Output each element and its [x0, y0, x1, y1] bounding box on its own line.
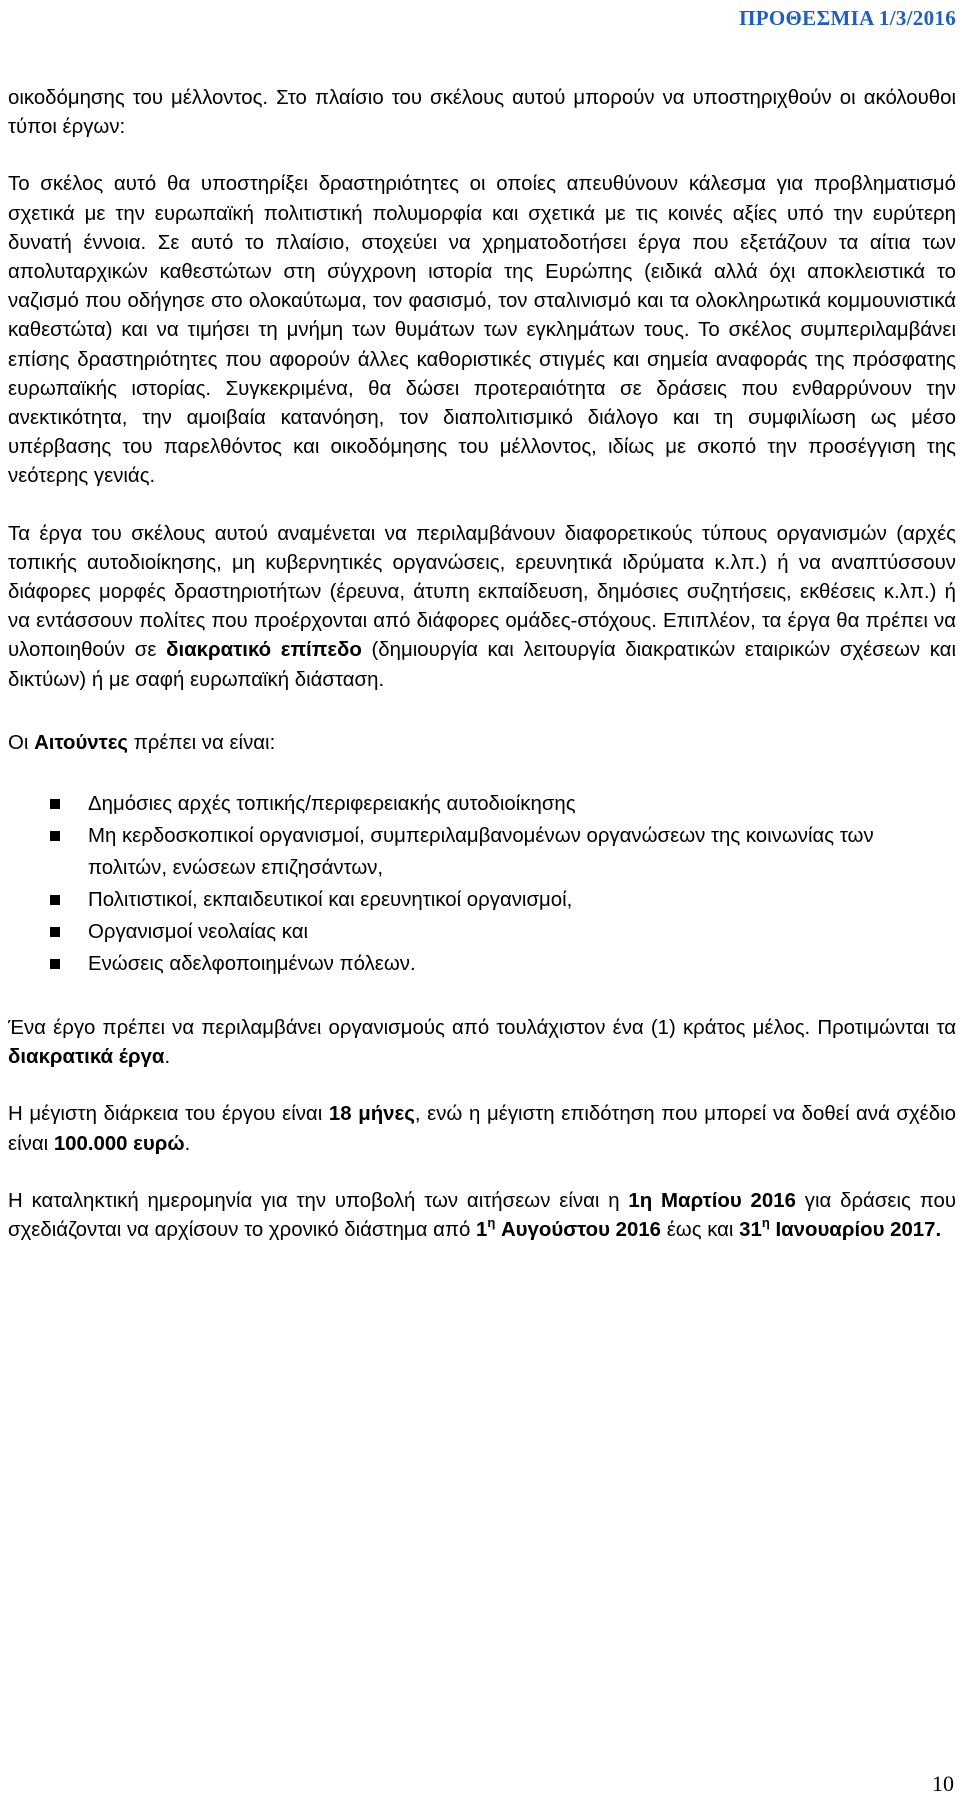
paragraph-intro: οικοδόμησης του μέλλοντος. Στο πλαίσιο του σκέλους αυτού μπορούν να υποστηριχθούν οι ακόλουθοι τύποι έργων: — [8, 87, 956, 139]
paragraph-deadline — [8, 1187, 956, 1245]
paragraph-strand-description: Το σκέλος αυτό θα υποστηρίξει δραστηριότητες οι οποίες απευθύνουν κάλεσμα για προβληματισμό σχετικά με την ευρωπαϊκή πολιτιστική πολυμορφία και σχετικά με τις κοινές αξίες υπό την ευρύτερη δυνατή έννοια. Σε αυτό το πλαίσιο, στοχεύει να χρηματοδοτήσει έργα που εξετάζουν τα αίτια των απολυταρχικών καθεστώτων στη σύγχρονη ιστορία της Ευρώπης (ειδικά αλλά όχι αποκλειστικά το ναζισμό που οδήγησε στο ολοκαύτωμα, τον φασισμό, τον σταλινισμό και τα ολοκληρωτικά κομμουνιστικά καθεστώτα) και να τιμήσει τη μνήμη των θυμάτων των εγκλημάτων τους. Το σκέλος συμπεριλαμβάνει επίσης δραστηριότητες που αφορούν άλλες καθοριστικές στιγμές και σημεία αναφοράς της πρόσφατης ευρωπαϊκής ιστορίας. Συγκεκριμένα, θα δώσει προτεραιότητα σε δράσεις που ενθαρρύνουν την ανεκτικότητα, την αμοιβαία κατανόηση, τον διαπολιτισμικό διάλογο και τη συμφιλίωση ως μέσο υπέρβασης του παρελθόντος και οικοδόμησης του μέλλοντος, ιδίως με σκοπό την προσέγγιση της νεότερης γενιάς. — [8, 173, 956, 488]
document-body — [8, 84, 956, 1245]
text-run: 1 — [475, 1219, 488, 1242]
text-run: για δράσεις που σχεδιάζονται να αρχίσουν το χρονικό διάστημα από — [8, 1189, 956, 1242]
list-item: Οργανισμοί νεολαίας και — [88, 916, 956, 948]
superscript: η — [487, 1215, 496, 1231]
paragraph-duration-funding — [8, 1100, 956, 1158]
bold-duration: 18 μήνες — [328, 1103, 415, 1126]
bold-transnational-level: διακρατικό επίπεδο — [166, 639, 362, 662]
text-run: έως και — [661, 1219, 740, 1242]
text-run: , ενώ η μέγιστη επιδότηση που μπορεί να δοθεί ανά σχέδιο είναι — [8, 1103, 956, 1155]
text-run: Η καταληκτική ημερομηνία για την υποβολή των αιτήσεων είναι η — [8, 1189, 629, 1212]
text-run: Ιανουαρίου 2017. — [769, 1219, 942, 1242]
bold-transnational-projects: διακρατικά έργα — [8, 1046, 165, 1069]
text-run: . — [184, 1132, 191, 1155]
paragraph-project-types — [8, 520, 956, 695]
text-run: Οι — [8, 731, 35, 754]
page-number: 10 — [932, 1771, 954, 1796]
text-run: Η μέγιστη διάρκεια του έργου είναι — [8, 1103, 329, 1126]
bold-end-date — [739, 1215, 942, 1242]
text-run: 31 — [739, 1219, 762, 1242]
paragraph-applicants-intro — [8, 729, 956, 758]
bold-max-grant: 100.000 ευρώ — [53, 1132, 185, 1155]
text-run: Ένα έργο πρέπει να περιλαμβάνει οργανισμούς από τουλάχιστον ένα (1) κράτος μέλος. Προτιμώνται τα — [8, 1017, 956, 1040]
text-run: Τα έργα του σκέλους αυτού αναμένεται να περιλαμβάνουν διαφορετικούς τύπους οργανισμών (αρχές τοπικής αυτοδιοίκησης, μη κυβερνητικές οργανώσεις, ερευνητικά ιδρύματα κ.λπ.) ή να αναπτύσσουν διάφορες μορφές δραστηριοτήτων (έρευνα, άτυπη εκπαίδευση, δημόσιες συζητήσεις, εκθέσεις κ.λπ.) ή να εντάσσουν πολίτες που προέρχονται από διάφορες ομάδες-στόχους. Επιπλέον, τα έργα θα πρέπει να υλοποιηθούν σε — [8, 522, 956, 662]
text-run: . — [164, 1046, 171, 1069]
text-run: πρέπει να είναι: — [128, 731, 276, 754]
bold-applicants: Αιτούντες — [34, 731, 129, 754]
deadline-header: ΠΡΟΘΕΣΜΙΑ 1/3/2016 — [739, 6, 956, 30]
bold-start-day — [475, 1215, 496, 1242]
applicants-list — [8, 788, 956, 980]
bold-start-month: Αυγούστου 2016 — [500, 1219, 662, 1242]
superscript: η — [761, 1215, 770, 1231]
paragraph-member-states — [8, 1014, 956, 1072]
list-item: Ενώσεις αδελφοποιημένων πόλεων. — [88, 948, 956, 980]
list-item: Μη κερδοσκοπικοί οργανισμοί, συμπεριλαμβανομένων οργανώσεων της κοινωνίας των πολιτών, ενώσεων επιζησάντων, — [88, 820, 956, 884]
text-run: (δημιουργία και λειτουργία διακρατικών εταιρικών σχέσεων και δικτύων) ή με σαφή ευρωπαϊκή διάσταση. — [8, 639, 956, 691]
list-item: Πολιτιστικοί, εκπαιδευτικοί και ερευνητικοί οργανισμοί, — [88, 884, 956, 916]
bold-deadline-date: 1η Μαρτίου 2016 — [628, 1189, 796, 1212]
list-item: Δημόσιες αρχές τοπικής/περιφερειακής αυτοδιοίκησης — [88, 788, 956, 820]
